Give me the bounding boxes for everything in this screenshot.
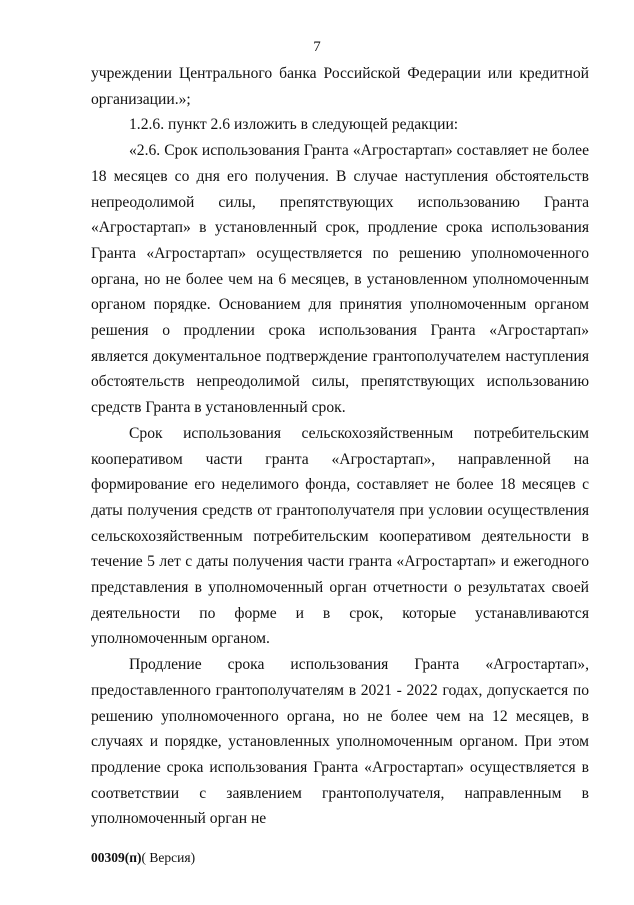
paragraph-extension: Продление срока использования Гранта «Агростартап», предоставленного грантополучателям в 2021 - 2022 годах, допускается по решению уполномоченного органа, но не более чем на 12 месяцев, в случаях и порядке, установленных уполномоченным органом. При этом продление срока использования Гранта «Агростартап» осуществляется в соответствии с заявлением грантополучателя, направленным в уполномоченный орган не <box>91 656 589 828</box>
document-body <box>91 61 589 832</box>
page-number: 7 <box>313 39 321 55</box>
paragraph-item-1-2-6: 1.2.6. пункт 2.6 изложить в следующей редакции: <box>129 116 459 134</box>
paragraph-continuation: учреждении Центрального банка Российской Федерации или кредитной организации.»; <box>91 65 589 108</box>
paragraph-cooperative-term: Срок использования сельскохозяйственным потребительским кооперативом части гранта «Агростартап», направленной на формирование его неделимого фонда, составляет не более 18 месяцев с даты получения средств от грантополучателя при условии осуществления сельскохозяйственным потребительским кооперативом деятельности в течение 5 лет с даты получения части гранта «Агростартап» и ежегодного представления в уполномоченный орган отчетности о результатах своей деятельности по форме и в срок, которые устанавливаются уполномоченным органом. <box>91 424 589 648</box>
footer-version-label: ( Версия) <box>141 850 196 865</box>
paragraph-clause-2-6: «2.6. Срок использования Гранта «Агростартап» составляет не более 18 месяцев со дня его получения. В случае наступления обстоятельств непреодолимой силы, препятствующих использованию Гранта «Агростартап» в установленный срок, продление срока использования Гранта «Агростартап» осуществляется по решению уполномоченного органа, но не более чем на 6 месяцев, в установленном уполномоченным органом порядке. Основанием для принятия уполномоченным органом решения о продлении срока использования Гранта «Агростартап» является документальное подтверждение грантополучателем наступления обстоятельств непреодолимой силы, препятствующих использованию средств Гранта в установленный срок. <box>91 142 589 417</box>
footer-code-number: 00309(п) <box>91 850 142 865</box>
footer-document-code <box>91 849 195 867</box>
